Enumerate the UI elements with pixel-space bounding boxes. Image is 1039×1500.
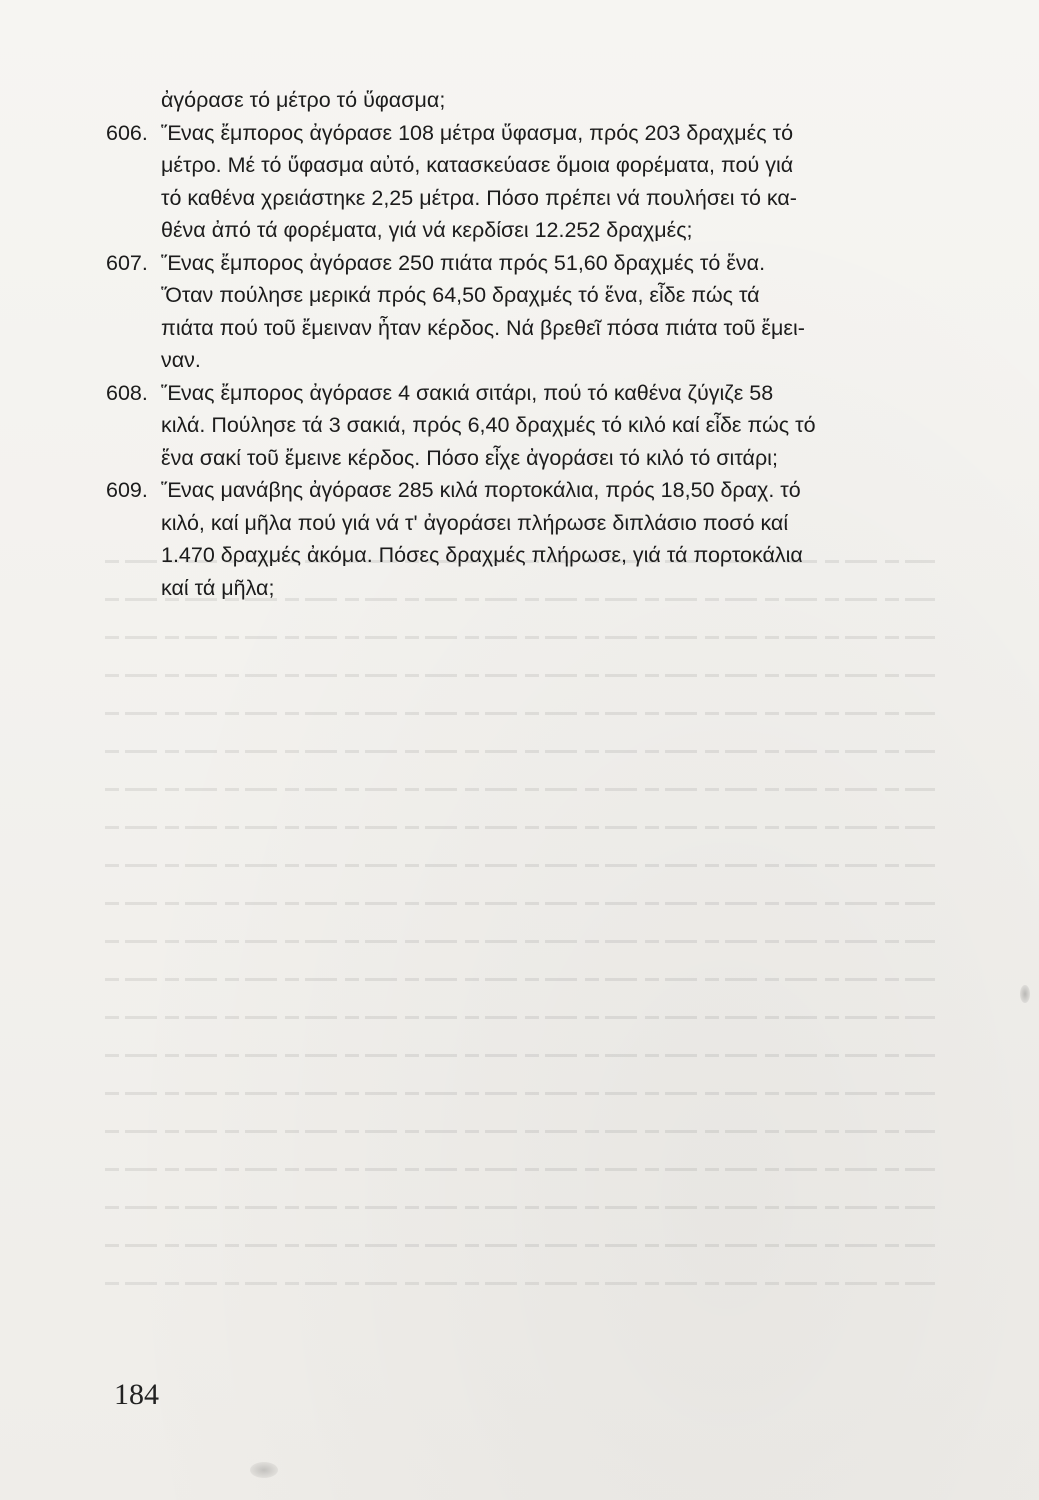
intro-line: ἀγόρασε τό μέτρο τό ὕφασμα; — [161, 88, 446, 112]
problem-text-line: μέτρο. Μέ τό ὕφασμα αὐτό, κατασκεύασε ὅμοια φορέματα, πού γιά — [161, 153, 794, 177]
problem-text-line: 1.470 δραχμές ἀκόμα. Πόσες δραχμές πλήρωσε, γιά τά πορτοκάλια — [161, 543, 803, 567]
problem-text-line: κιλό, καί μῆλα πού γιά νά τ' ἀγοράσει πλήρωσε διπλάσιο ποσό καί — [161, 510, 789, 535]
problem-number: 606. — [106, 120, 148, 145]
problem-text-line: πιάτα πού τοῦ ἔμειναν ἦταν κέρδος. Νά βρεθεῖ πόσα πιάτα τοῦ ἔμει- — [161, 315, 805, 340]
ink-smudge — [250, 1462, 278, 1478]
problem-609 — [106, 474, 948, 604]
problem-text-line: Ἕνας ἔμπορος ἀγόρασε 250 πιάτα πρός 51,60 δραχμές τό ἕνα. — [161, 250, 766, 275]
problem-number: 608. — [106, 380, 148, 405]
problem-text-line: θένα ἀπό τά φορέματα, γιά νά κερδίσει 12.252 δραχμές; — [161, 218, 693, 242]
problem-608 — [106, 377, 948, 475]
page-number: 184 — [114, 1378, 159, 1411]
problem-text-line: ναν. — [161, 348, 201, 372]
edge-mark — [1020, 985, 1030, 1003]
problem-text-line: Ὅταν πούλησε μερικά πρός 64,50 δραχμές τό ἕνα, εἶδε πώς τά — [161, 283, 760, 307]
problem-number: 607. — [106, 250, 148, 275]
problem-text-line: Ἕνας ἔμπορος ἀγόρασε 108 μέτρα ὕφασμα, πρός 203 δραχμές τό — [161, 120, 794, 145]
problem-text-line: Ἕνας ἔμπορος ἀγόρασε 4 σακιά σιτάρι, πού τό καθένα ζύγιζε 58 — [161, 380, 774, 405]
problem-text-line: καί τά μῆλα; — [161, 575, 275, 600]
problem-text-line: κιλά. Πούλησε τά 3 σακιά, πρός 6,40 δραχμές τό κιλό καί εἶδε πώς τό — [161, 413, 816, 437]
text-body — [106, 84, 948, 604]
problem-607 — [106, 247, 948, 377]
problem-text-line: τό καθένα χρειάστηκε 2,25 μέτρα. Πόσο πρέπει νά πουλήσει τό κα- — [161, 185, 797, 210]
problem-number: 609. — [106, 478, 148, 502]
problem-text-line: ἕνα σακί τοῦ ἔμεινε κέρδος. Πόσο εἶχε ἀγοράσει τό κιλό τό σιτάρι; — [161, 445, 778, 470]
problem-text-line: Ἕνας μανάβης ἀγόρασε 285 κιλά πορτοκάλια, πρός 18,50 δραχ. τό — [161, 478, 801, 502]
reverse-side-bleed-through — [105, 560, 935, 1320]
problem-606 — [106, 117, 948, 247]
